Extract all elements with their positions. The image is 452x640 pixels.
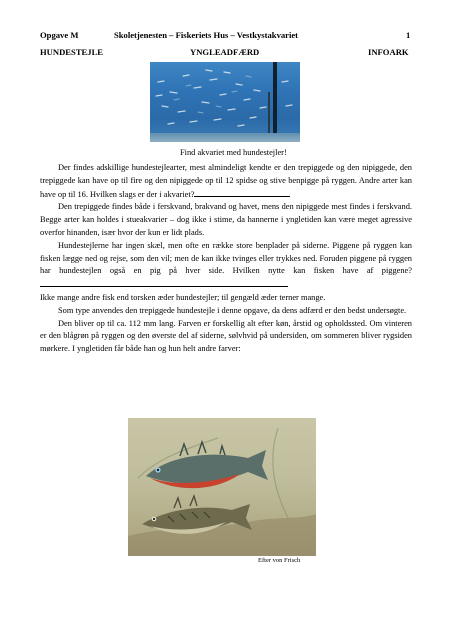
paragraph-species: Der findes adskillige hundestejlearter, mest almindeligt kendte er den trepiggede og den nipiggede, den trepiggede kan have op til fire og den nipiggede op til 12 spidse og stive benpigge på ryggen. Andre arter kan have op til 16. Hvilken slags er der i akvariet? [40, 163, 412, 199]
paragraph-habitat: Den trepiggede findes både i ferskvand, brakvand og havet, mens den nipiggede mest findes i ferskvand. Begge arter kan holdes i stueakvarier – dog ikke i stime, da hannerne i yngletiden kan være meget agressive overfor hinanden, især hvor der kun er lidt plads. [40, 202, 412, 237]
paragraph-spines: Hundestejlerne har ingen skæl, men ofte en række store benplader på siderne. Piggene på ryggen kan fisken lægge ned og rejse, som den vil; men de kan ikke tvinges eller trykkes ned. Foruden piggene på ryggen har hundestejlen også en pig på hver side. Hvilken nytte kan fisken have af piggene? [40, 240, 412, 292]
subheader-subject: YNGLEADFÆRD [190, 47, 260, 57]
subheader-sheet-type: INFOARK [368, 47, 409, 57]
aquarium-caption: Find akvariet med hundestejler! [180, 148, 287, 157]
header-page-number: 1 [406, 30, 411, 40]
header-title: Skoletjenesten – Fiskeriets Hus – Vestkystakvariet [114, 30, 299, 40]
stickleback-drawing [128, 418, 316, 556]
aquarium-photo [150, 62, 300, 142]
stickleback-school-illustration [150, 62, 300, 142]
header-task-label: Opgave M [40, 30, 79, 40]
body-text [40, 162, 412, 356]
answer-line-species[interactable] [194, 188, 290, 197]
subheader-topic: HUNDESTEJLE [40, 47, 104, 57]
paragraph-type: Som type anvendes den trepiggede hundestejle i denne opgave, da dens adfærd er den bedst undersøgte. [58, 305, 407, 315]
aquarium-bottom [150, 133, 300, 142]
answer-line-spines[interactable] [40, 278, 288, 287]
male-stickleback [146, 442, 268, 488]
stickleback-pair-illustration [128, 418, 316, 556]
paragraph-predators: Ikke mange andre fisk end torsken æder hundestejler; til gengæld æder terner mange. [40, 292, 326, 302]
paragraph-colour: Den bliver op til ca. 112 mm lang. Farven er forskellig alt efter køn, årstid og opholdssted. Om vinteren er den blågrøn på ryggen og den øverste del af siderne, sølvhvid på undersiden, om sommeren bliver rygsiden mørkere. I yngletiden får både han og hun helt andre farver: [40, 318, 412, 354]
illustration-credit: Efter von Frisch [258, 557, 301, 564]
aquarium-pole [273, 62, 277, 142]
